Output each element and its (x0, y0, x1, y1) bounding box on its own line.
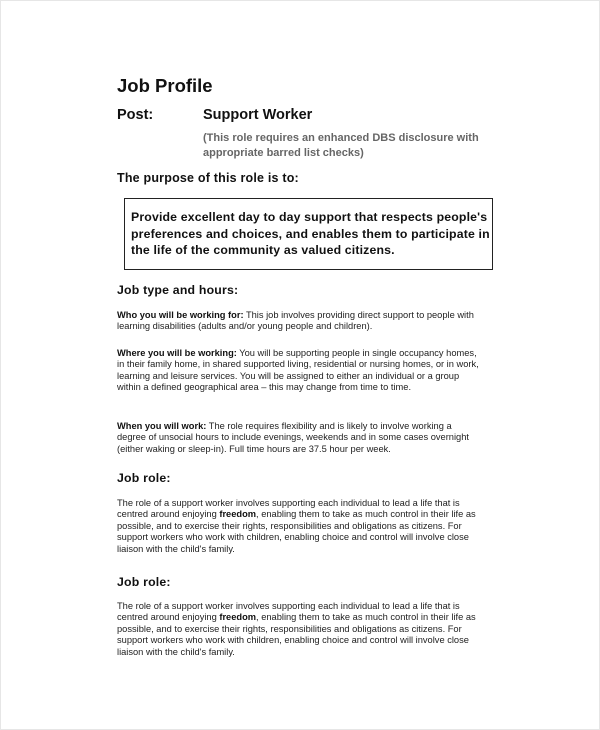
working-where-paragraph (117, 348, 481, 394)
working-for-label: Who you will be working for: (117, 310, 244, 320)
post-label: Post: (117, 107, 154, 123)
page-title: Job Profile (117, 75, 213, 96)
working-for-paragraph (117, 310, 481, 333)
purpose-line-1: Provide excellent day to day support that respects people's (131, 210, 488, 224)
job-role-text-end: , enabling them to take as much control in their life as possible, and to exercise their rights, responsibilities and obligations as citizens. For support workers who work with children, enabling choice and control will involve close liaison with the child's family. (117, 509, 476, 554)
job-role-paragraph-2 (117, 601, 481, 658)
post-note-line-2: appropriate barred list checks) (203, 146, 364, 159)
post-note-line-1: (This role requires an enhanced DBS disclosure with (203, 132, 479, 144)
purpose-line-3: the life of the community as valued citizens. (131, 243, 395, 257)
job-role-text-start: The role of a support worker involves supporting each individual to lead a life that is centred around enjoying (117, 498, 460, 520)
job-role-text-start: The role of a support worker involves supporting each individual to lead a life that is centred around enjoying (117, 601, 460, 623)
working-when-label: When you will work: (117, 421, 207, 431)
purpose-statement (131, 209, 491, 259)
purpose-heading: The purpose of this role is to: (117, 171, 299, 185)
working-for-text: This job involves providing direct support to people with learning disabilities (adults and/or young people and children). (117, 310, 474, 332)
post-value: Support Worker (203, 107, 313, 123)
working-when-text: The role requires flexibility and is likely to involve working a degree of unsocial hours to include evenings, weekends and in some cases overnight (either waking or sleep-in). Full time hours are 37.5 hour per week. (117, 421, 469, 454)
job-role-paragraph-1 (117, 498, 481, 555)
job-role-emphasis: freedom (219, 509, 257, 520)
job-role-emphasis: freedom (219, 612, 257, 623)
job-role-text-end: , enabling them to take as much control in their life as possible, and to exercise their rights, responsibilities and obligations as citizens. For support workers who work with children, enabling choice and control will involve close liaison with the child's family. (117, 612, 476, 657)
job-role-heading-1: Job role: (117, 471, 171, 485)
working-where-label: Where you will be working: (117, 348, 237, 358)
working-where-text: You will be supporting people in single occupancy homes, in their family home, in shared supported living, residential or nursing homes, or in work, learning and leisure services. You will be assigned to either an individual or a group within a defined geographical area – this may change from time to time. (117, 348, 479, 393)
working-when-paragraph (117, 421, 481, 455)
purpose-line-2: preferences and choices, and enables them to participate in (131, 226, 490, 241)
post-note (203, 131, 503, 160)
job-type-heading: Job type and hours: (117, 283, 239, 297)
job-role-heading-2: Job role: (117, 575, 171, 589)
